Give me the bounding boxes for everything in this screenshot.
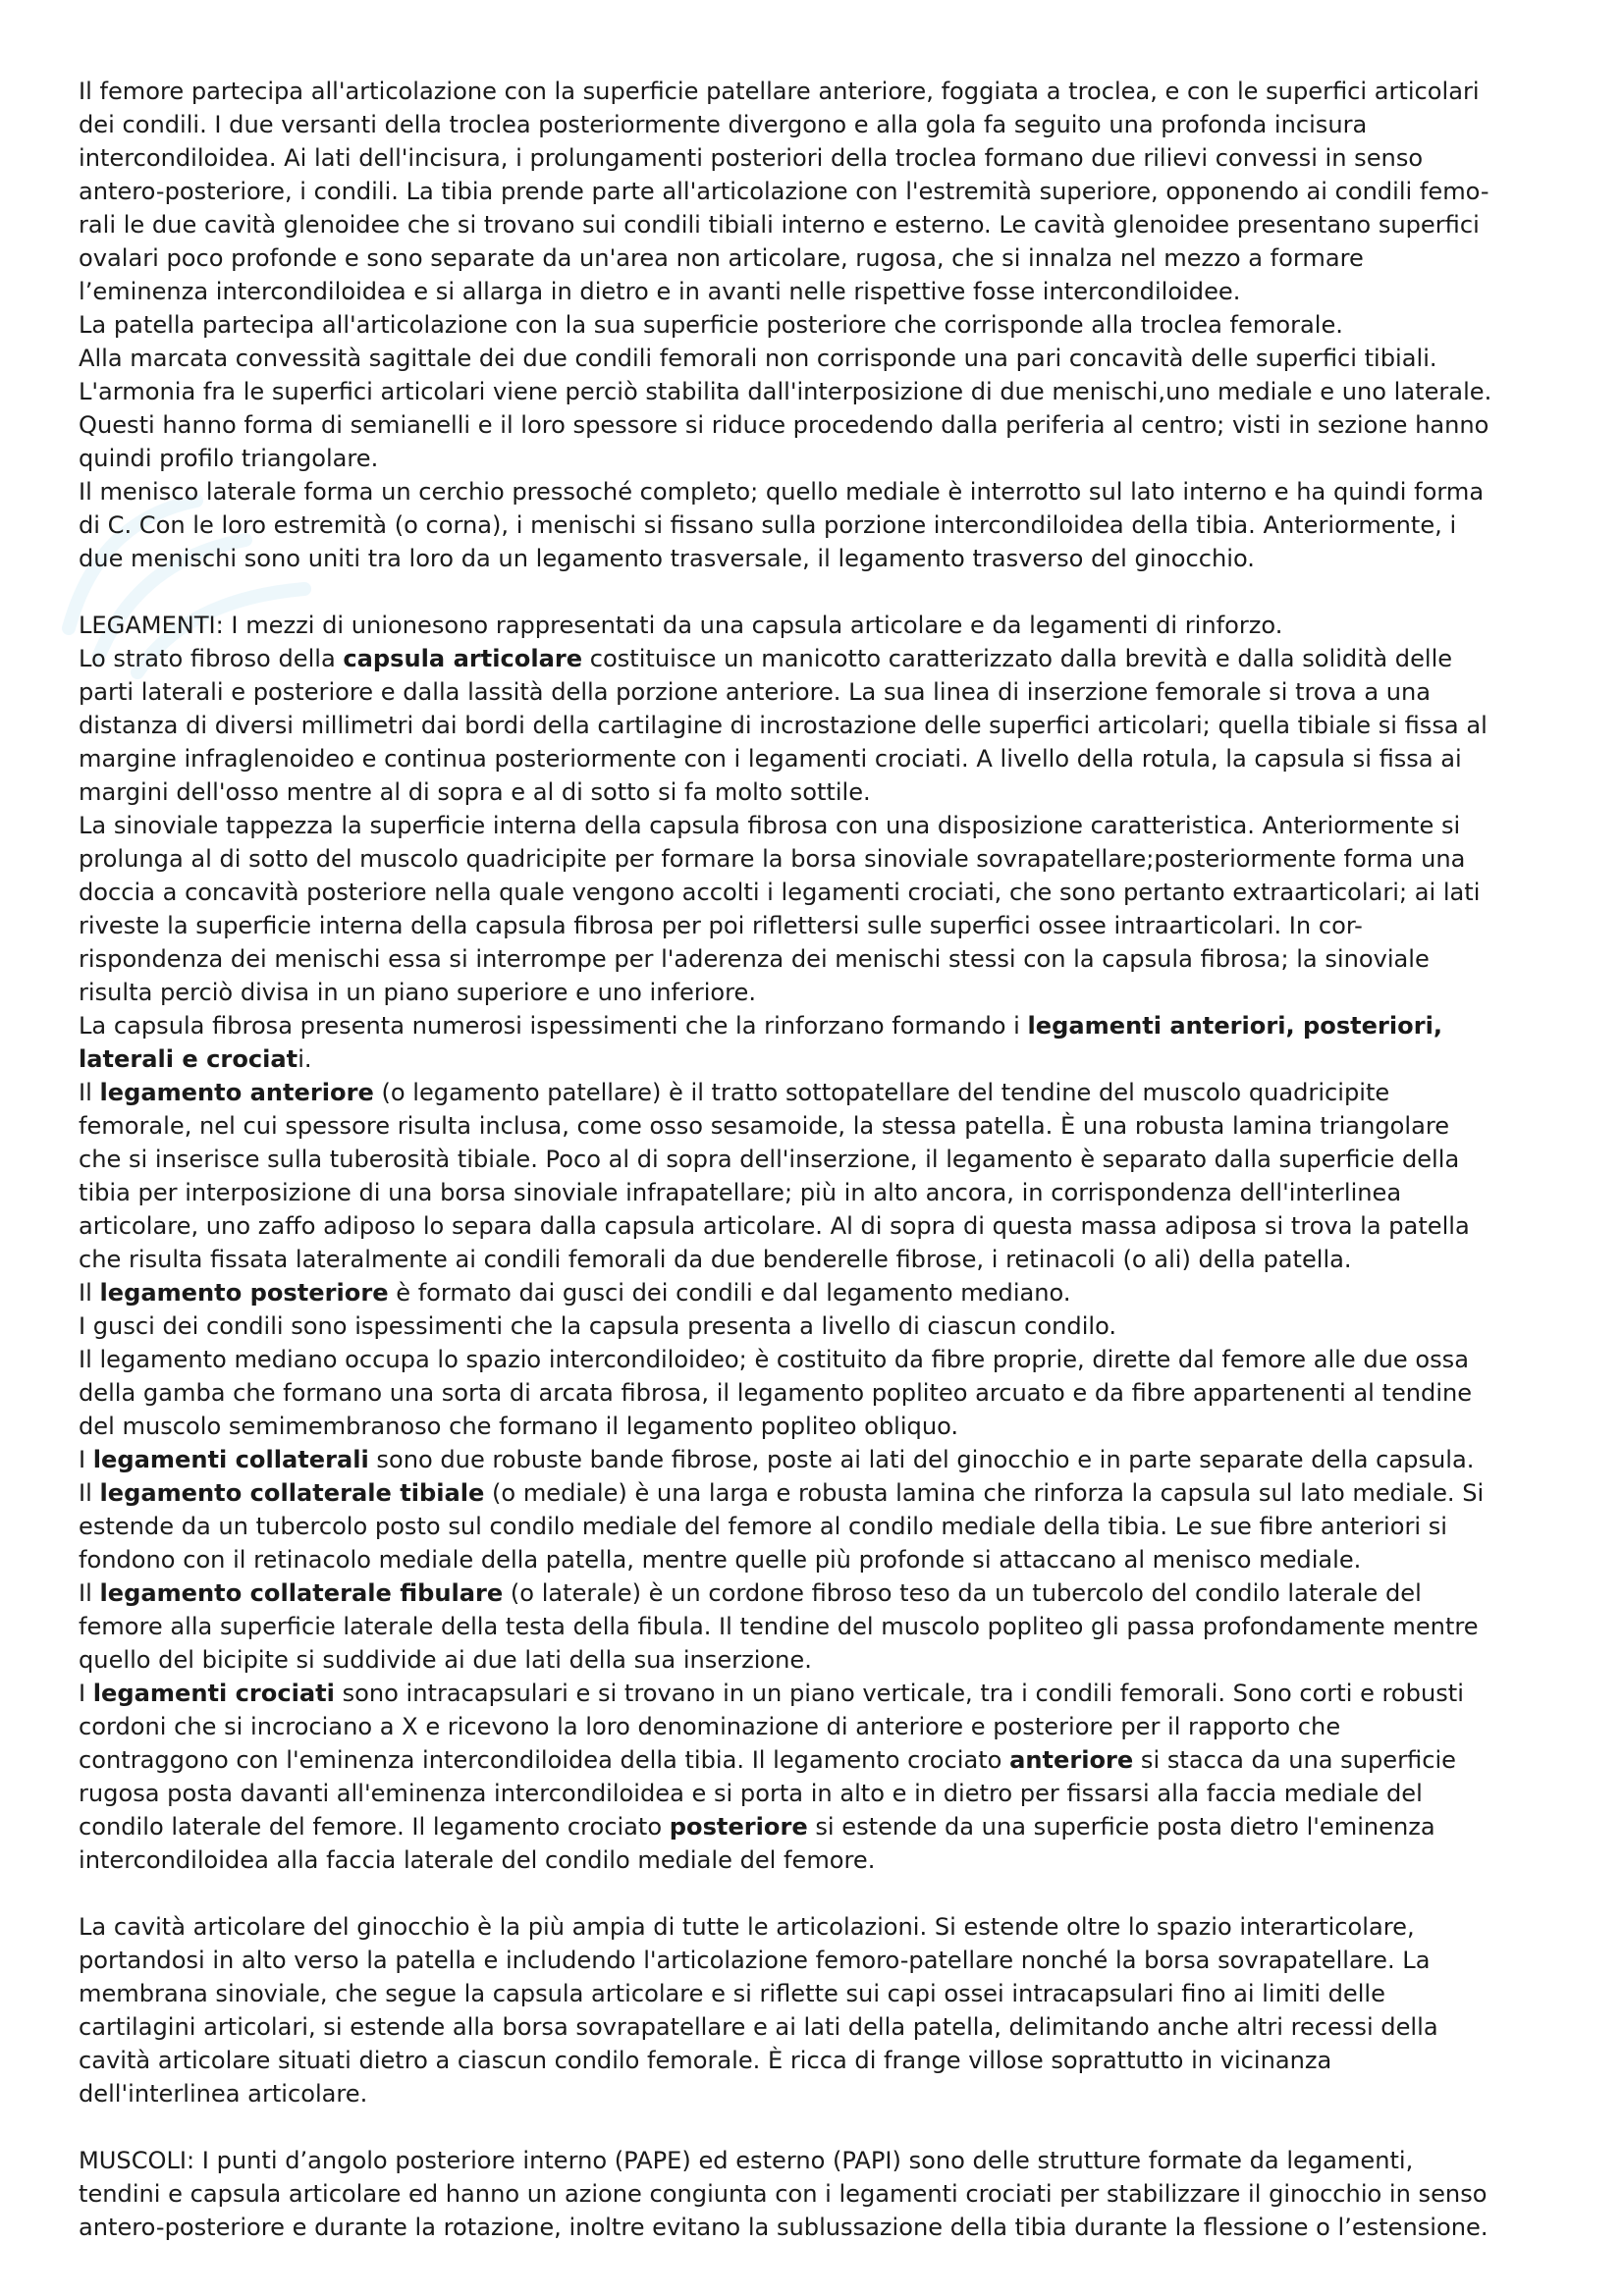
- text-line: Il legamento mediano occupa lo spazio intercondiloideo; è costituito da fibre proprie, dirette dal femore alle due ossa: [79, 1346, 1470, 1373]
- text-run: sono intracapsulari e si trovano in un piano verticale, tra i condili femorali. Sono corti e robusti: [334, 1680, 1464, 1707]
- text-line: quello del bicipite si suddivide ai due lati della sua inserzione.: [79, 1646, 812, 1674]
- text-line: prolunga al di sotto del muscolo quadricipite per formare la borsa sinoviale sovrapatellare;posteriormente forma una: [79, 845, 1466, 873]
- text-line: [79, 1042, 1551, 1076]
- paragraph-gap: [79, 2110, 1551, 2144]
- text-line: [79, 1276, 1551, 1309]
- bold-term: legamento collaterale fibulare: [99, 1579, 504, 1607]
- text-run: (o legamento patellare) è il tratto sottopatellare del tendine del muscolo quadricipite: [373, 1079, 1390, 1106]
- text-line: intercondiloidea alla faccia laterale del condilo mediale del femore.: [79, 1846, 876, 1874]
- text-run: Il: [79, 1479, 100, 1507]
- bold-term: laterali e crociat: [79, 1045, 298, 1073]
- text-line: [79, 1476, 1551, 1510]
- text-run: i.: [298, 1045, 312, 1073]
- text-line: dell'interlinea articolare.: [79, 2080, 368, 2108]
- text-run: (o mediale) è una larga e robusta lamina che rinforza la capsula sul lato mediale. Si: [484, 1479, 1485, 1507]
- text-run: costituisce un manicotto caratterizzato dalla brevità e dalla solidità delle: [582, 645, 1453, 672]
- bold-term: legamento posteriore: [99, 1279, 389, 1307]
- text-line: articolare, uno zaffo adiposo lo separa dalla capsula articolare. Al di sopra di questa massa adiposa si trova la patella: [79, 1212, 1470, 1240]
- text-line: femore alla superficie laterale della testa della fibula. Il tendine del muscolo popliteo gli passa profondamente mentre: [79, 1613, 1479, 1640]
- text-run: (o laterale) è un cordone fibroso teso da un tubercolo del condilo laterale del: [503, 1579, 1422, 1607]
- text-run: sono due robuste bande fibrose, poste ai lati del ginocchio e in parte separate della capsula.: [368, 1446, 1475, 1473]
- text-line: Il femore partecipa all'articolazione con la superficie patellare anteriore, foggiata a troclea, e con le superfici articolari: [79, 78, 1480, 105]
- text-line: quindi profilo triangolare.: [79, 445, 379, 472]
- text-line: cavità articolare situati dietro a ciascun condilo femorale. È ricca di frange villose soprattutto in vicinanza: [79, 2047, 1332, 2074]
- text-line: [79, 1076, 1551, 1109]
- document-body: [79, 75, 1551, 2244]
- bold-term: legamenti collaterali: [92, 1446, 369, 1473]
- text-line: tendini e capsula articolare ed hanno un azione congiunta con i legamenti crociati per stabilizzare il ginocchio in senso: [79, 2180, 1488, 2208]
- text-line: [79, 1443, 1551, 1476]
- bold-term: legamenti anteriori, posteriori,: [1027, 1012, 1443, 1040]
- text-line: distanza di diversi millimetri dai bordi della cartilagine di incrostazione delle superfici articolari; quella tibiale si fissa al: [79, 712, 1488, 739]
- bold-term: posteriore: [669, 1813, 808, 1841]
- text-line: parti laterali e posteriore e dalla lassità della porzione anteriore. La sua linea di inserzione femorale si trova a una: [79, 678, 1432, 706]
- bold-term: legamento collaterale tibiale: [99, 1479, 485, 1507]
- text-line: [79, 1009, 1551, 1042]
- text-line: fondono con il retinacolo mediale della patella, mentre quelle più profonde si attaccano al menisco mediale.: [79, 1546, 1362, 1574]
- text-line: antero-posteriore e durante la rotazione, inoltre evitano la sublussazione della tibia durante la flessione o l’estensione.: [79, 2214, 1488, 2241]
- text-line: [79, 1677, 1551, 1710]
- text-run: condilo laterale del femore. Il legamento crociato: [79, 1813, 670, 1841]
- text-line: I gusci dei condili sono ispessimenti che la capsula presenta a livello di ciascun condilo.: [79, 1312, 1117, 1340]
- text-line: due menischi sono uniti tra loro da un legamento trasversale, il legamento trasverso del ginocchio.: [79, 545, 1255, 572]
- bold-term: legamenti crociati: [92, 1680, 335, 1707]
- text-line: antero-posteriore, i condili. La tibia prende parte all'articolazione con l'estremità superiore, opponendo ai condili femo-: [79, 178, 1489, 205]
- text-run: si stacca da una superficie: [1133, 1746, 1456, 1774]
- text-line: riveste la superficie interna della capsula fibrosa per poi riflettersi sulle superfici ossee intraarticolari. In cor-: [79, 912, 1363, 939]
- text-line: dei condili. I due versanti della troclea posteriormente divergono e alla gola fa seguito una profonda incisura: [79, 111, 1368, 138]
- text-line: La cavità articolare del ginocchio è la più ampia di tutte le articolazioni. Si estende oltre lo spazio interarticolare,: [79, 1913, 1415, 1941]
- text-line: di C. Con le loro estremità (o corna), i menischi si fissano sulla porzione intercondiloidea della tibia. Anteriormente, i: [79, 511, 1457, 539]
- text-line: del muscolo semimembranoso che formano il legamento popliteo obliquo.: [79, 1413, 959, 1440]
- text-run: La capsula fibrosa presenta numerosi ispessimenti che la rinforzano formando i: [79, 1012, 1028, 1040]
- text-line: rispondenza dei menischi essa si interrompe per l'aderenza dei menischi stessi con la capsula fibrosa; la sinoviale: [79, 945, 1430, 973]
- section-heading-muscoli: MUSCOLI: I punti d’angolo posteriore interno (PAPE) ed esterno (PAPI) sono delle strutture formate da legamenti,: [79, 2147, 1414, 2174]
- text-line: La sinoviale tappezza la superficie interna della capsula fibrosa con una disposizione caratteristica. Anteriormente si: [79, 812, 1461, 839]
- text-run: Il: [79, 1279, 100, 1307]
- text-line: della gamba che formano una sorta di arcata fibrosa, il legamento popliteo arcuato e da fibre appartenenti al tendine: [79, 1379, 1473, 1407]
- text-line: rugosa posta davanti all'eminenza intercondiloidea e si porta in alto e in dietro per fissarsi alla faccia mediale del: [79, 1780, 1423, 1807]
- paragraph-legamenti: [79, 609, 1551, 1877]
- text-line: estende da un tubercolo posto sul condilo mediale del femore al condilo mediale della tibia. Le sue fibre anteriori si: [79, 1513, 1448, 1540]
- text-line: [79, 1743, 1551, 1777]
- text-line: Questi hanno forma di semianelli e il loro spessore si riduce procedendo dalla periferia al centro; visti in sezione hanno: [79, 411, 1489, 439]
- text-line: rali le due cavità glenoidee che si trovano sui condili tibiali interno e esterno. Le cavità glenoidee presentano superfici: [79, 211, 1480, 239]
- text-line: cordoni che si incrociano a X e ricevono la loro denominazione di anteriore e posteriore per il rapporto che: [79, 1713, 1341, 1740]
- paragraph-femore: [79, 75, 1551, 575]
- text-line: tibia per interposizione di una borsa sinoviale infrapatellare; più in alto ancora, in corrispondenza dell'interlinea: [79, 1179, 1402, 1206]
- text-run: contraggono con l'eminenza intercondiloidea della tibia. Il legamento crociato: [79, 1746, 1010, 1774]
- text-line: doccia a concavità posteriore nella quale vengono accolti i legamenti crociati, che sono pertanto extraarticolari; ai lati: [79, 879, 1481, 906]
- paragraph-gap: [79, 1877, 1551, 1910]
- text-run: Il: [79, 1579, 100, 1607]
- text-run: Il: [79, 1079, 100, 1106]
- text-line: intercondiloidea. Ai lati dell'incisura, i prolungamenti posteriori della troclea formano due rilievi convessi in senso: [79, 144, 1424, 172]
- text-line: [79, 642, 1551, 675]
- paragraph-muscoli: [79, 2144, 1551, 2244]
- text-run: I: [79, 1680, 93, 1707]
- paragraph-gap: [79, 575, 1551, 609]
- text-run: è formato dai gusci dei condili e dal legamento mediano.: [388, 1279, 1071, 1307]
- text-line: margine infraglenoideo e continua posteriormente con i legamenti crociati. A livello della rotula, la capsula si fissa ai: [79, 745, 1462, 773]
- bold-term: capsula articolare: [343, 645, 583, 672]
- text-line: L'armonia fra le superfici articolari viene perciò stabilita dall'interposizione di due menischi,uno mediale e uno laterale.: [79, 378, 1492, 405]
- text-line: risulta perciò divisa in un piano superiore e uno inferiore.: [79, 979, 757, 1006]
- section-heading-legamenti: LEGAMENTI: I mezzi di unionesono rappresentati da una capsula articolare e da legamenti di rinforzo.: [79, 612, 1283, 639]
- text-line: che si inserisce sulla tuberosità tibiale. Poco al di sopra dell'inserzione, il legamento è separato dalla superficie della: [79, 1146, 1460, 1173]
- text-line: Alla marcata convessità sagittale dei due condili femorali non corrisponde una pari concavità delle superfici tibiali.: [79, 345, 1437, 372]
- text-line: ovalari poco profonde e sono separate da un'area non articolare, rugosa, che si innalza nel mezzo a formare: [79, 244, 1364, 272]
- bold-term: anteriore: [1009, 1746, 1134, 1774]
- text-run: si estende da una superficie posta dietro l'eminenza: [807, 1813, 1435, 1841]
- text-line: [79, 1576, 1551, 1610]
- text-line: Il menisco laterale forma un cerchio pressoché completo; quello mediale è interrotto sul lato interno e ha quindi forma: [79, 478, 1485, 506]
- text-run: Lo strato fibroso della: [79, 645, 344, 672]
- text-run: I: [79, 1446, 93, 1473]
- text-line: La patella partecipa all'articolazione con la sua superficie posteriore che corrisponde alla troclea femorale.: [79, 311, 1343, 339]
- text-line: cartilagini articolari, si estende alla borsa sovrapatellare e ai lati della patella, delimitando anche altri recessi della: [79, 2013, 1438, 2041]
- text-line: che risulta fissata lateralmente ai condili femorali da due benderelle fibrose, i retinacoli (o ali) della patella.: [79, 1246, 1352, 1273]
- bold-term: legamento anteriore: [99, 1079, 374, 1106]
- paragraph-cavita-articolare: [79, 1910, 1551, 2110]
- text-line: membrana sinoviale, che segue la capsula articolare e si riflette sui capi ossei intracapsulari fino ai limiti delle: [79, 1980, 1385, 2007]
- text-line: margini dell'osso mentre al di sopra e al di sotto si fa molto sottile.: [79, 778, 871, 806]
- text-line: femorale, nel cui spessore risulta inclusa, come osso sesamoide, la stessa patella. È una robusta lamina triangolare: [79, 1112, 1450, 1140]
- text-line: l’eminenza intercondiloidea e si allarga in dietro e in avanti nelle rispettive fosse intercondiloidee.: [79, 278, 1241, 305]
- text-line: [79, 1810, 1551, 1843]
- text-line: portandosi in alto verso la patella e includendo l'articolazione femoro-patellare nonché la borsa sovrapatellare. La: [79, 1947, 1431, 1974]
